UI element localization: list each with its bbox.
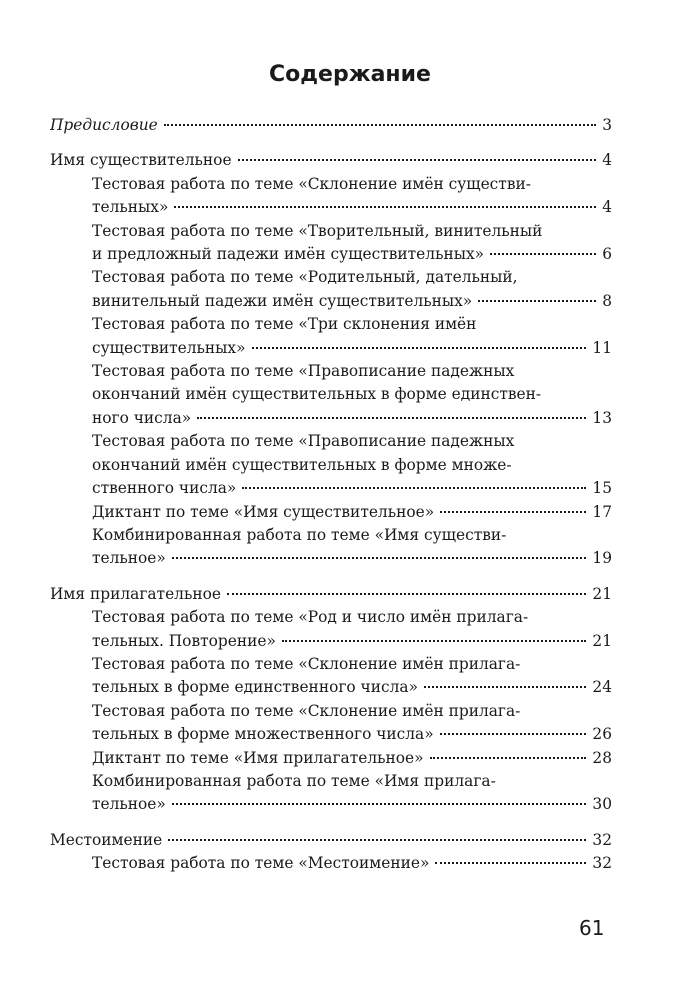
dot-leader [174,206,596,208]
toc-entry-label: тельное» [92,549,166,568]
toc-section [50,149,612,570]
toc-entry[interactable] [50,313,612,360]
toc-entry-final-line [92,747,612,770]
toc-entry-label: тельных в форме единственного числа» [92,678,418,697]
toc-entry[interactable] [50,524,612,571]
toc-section-heading[interactable] [50,829,612,852]
toc-entry-label: тельных. Повторение» [92,631,276,650]
toc-entry-label: тельное» [92,795,166,814]
toc-entry-label: тельных» [92,198,169,217]
toc-entry[interactable] [50,653,612,700]
dot-leader [168,839,586,841]
toc-page-number: 21 [592,584,612,603]
toc-page-number: 21 [592,631,612,650]
dot-leader [478,300,596,302]
page-number: 61 [579,916,605,940]
dot-leader [238,159,597,161]
toc-entry-label: Тестовая работа по теме «Местоимение» [92,854,430,873]
toc-page-number: 3 [602,116,612,134]
toc-page-number: 6 [602,245,612,264]
toc-page-number: 19 [592,549,612,568]
toc-page-number: 32 [592,854,612,873]
toc-entry-final-line [92,852,612,875]
toc-section-label: Имя существительное [50,151,232,170]
dot-leader [252,347,587,349]
dot-leader [197,417,586,419]
toc-entry[interactable] [50,770,612,817]
toc-entry[interactable] [50,747,612,770]
toc-entry[interactable] [50,606,612,653]
dot-leader [172,803,587,805]
toc-entry-label: Диктант по теме «Имя прилагательное» [92,748,424,767]
toc-entry-final-line [92,477,612,500]
dot-leader [440,733,587,735]
toc-entry-label: существительных» [92,338,246,357]
toc-entry[interactable] [50,700,612,747]
toc-entry-line: Комбинированная работа по теме «Имя существи- [92,525,507,544]
toc-entry[interactable] [50,501,612,524]
toc-page-number: 17 [592,502,612,521]
toc-page-number: 24 [592,678,612,697]
toc-entry-final-line [92,243,612,266]
toc-entry-final-line [92,337,612,360]
dot-leader [490,253,596,255]
toc-entry[interactable] [50,430,612,500]
page-title: Содержание [269,62,431,87]
toc-entry-final-line [92,547,612,570]
toc-entry[interactable] [50,173,612,220]
toc-entry-label: ного числа» [92,408,192,427]
toc-page-number: 4 [602,198,612,217]
toc-entry-line: окончаний имён существительных в форме единствен- [92,385,542,404]
toc-entry-line: Тестовая работа по теме «Склонение имён прилага- [92,701,521,720]
toc-entry-label: винительный падежи имён существительных» [92,291,473,310]
toc-entry-final-line [92,676,612,699]
toc-entry-line: Тестовая работа по теме «Склонение имён существи- [92,174,531,193]
toc-entry-line: Тестовая работа по теме «Склонение имён прилага- [92,654,521,673]
dot-leader [282,640,587,642]
toc-entry-label: Диктант по теме «Имя существительное» [92,502,435,521]
toc-entry-line: Тестовая работа по теме «Творительный, винительный [92,221,543,240]
dot-leader [430,757,587,759]
toc-entry[interactable] [50,852,612,875]
dot-leader [242,487,586,489]
toc-section-label: Имя прилагательное [50,584,221,603]
toc-entry-line: Тестовая работа по теме «Правописание падежных [92,362,515,381]
dot-leader [435,862,586,864]
dot-leader [227,593,586,595]
toc-entry-final-line [92,793,612,816]
toc-entry-label: тельных в форме множественного числа» [92,725,434,744]
toc-entry-final-line [92,407,612,430]
toc-section-heading[interactable] [50,149,612,172]
toc-entry-final-line [92,196,612,219]
toc-section [50,583,612,817]
toc-page-number: 30 [592,795,612,814]
toc-entry-final-line [92,630,612,653]
toc-entry-line: Тестовая работа по теме «Родительный, дательный, [92,268,518,287]
toc-page-number: 15 [592,479,612,498]
toc-entry-final-line [92,290,612,313]
toc-page-number: 8 [602,291,612,310]
toc-page-number: 13 [592,408,612,427]
toc-section-label: Местоимение [50,830,163,849]
toc-entry[interactable] [50,360,612,430]
toc-entry-line: Тестовая работа по теме «Правописание падежных [92,432,515,451]
toc-entry[interactable] [50,266,612,313]
toc-entry-label: и предложный падежи имён существительных» [92,245,485,264]
table-of-contents [50,114,612,888]
toc-page-number: 4 [602,151,612,170]
toc-entry-line: Тестовая работа по теме «Три склонения имён [92,315,477,334]
toc-entry-preface[interactable] [50,114,612,137]
toc-section [50,829,612,876]
toc-page-number: 26 [592,725,612,744]
toc-entry-line: окончаний имён существительных в форме множе- [92,455,512,474]
toc-entry-line: Тестовая работа по теме «Род и число имён прилага- [92,608,529,627]
toc-entry[interactable] [50,220,612,267]
toc-page-number: 11 [592,338,612,357]
toc-entry-label: Предисловие [50,116,158,134]
dot-leader [164,124,596,126]
toc-entry-label: ственного числа» [92,479,237,498]
toc-entry-final-line [92,723,612,746]
toc-preface [50,114,612,137]
toc-entry-final-line [92,501,612,524]
dot-leader [424,686,586,688]
toc-page-number: 28 [592,748,612,767]
toc-page-number: 32 [592,830,612,849]
toc-section-heading[interactable] [50,583,612,606]
dot-leader [440,511,586,513]
dot-leader [172,557,587,559]
toc-entry-line: Комбинированная работа по теме «Имя прилага- [92,771,496,790]
